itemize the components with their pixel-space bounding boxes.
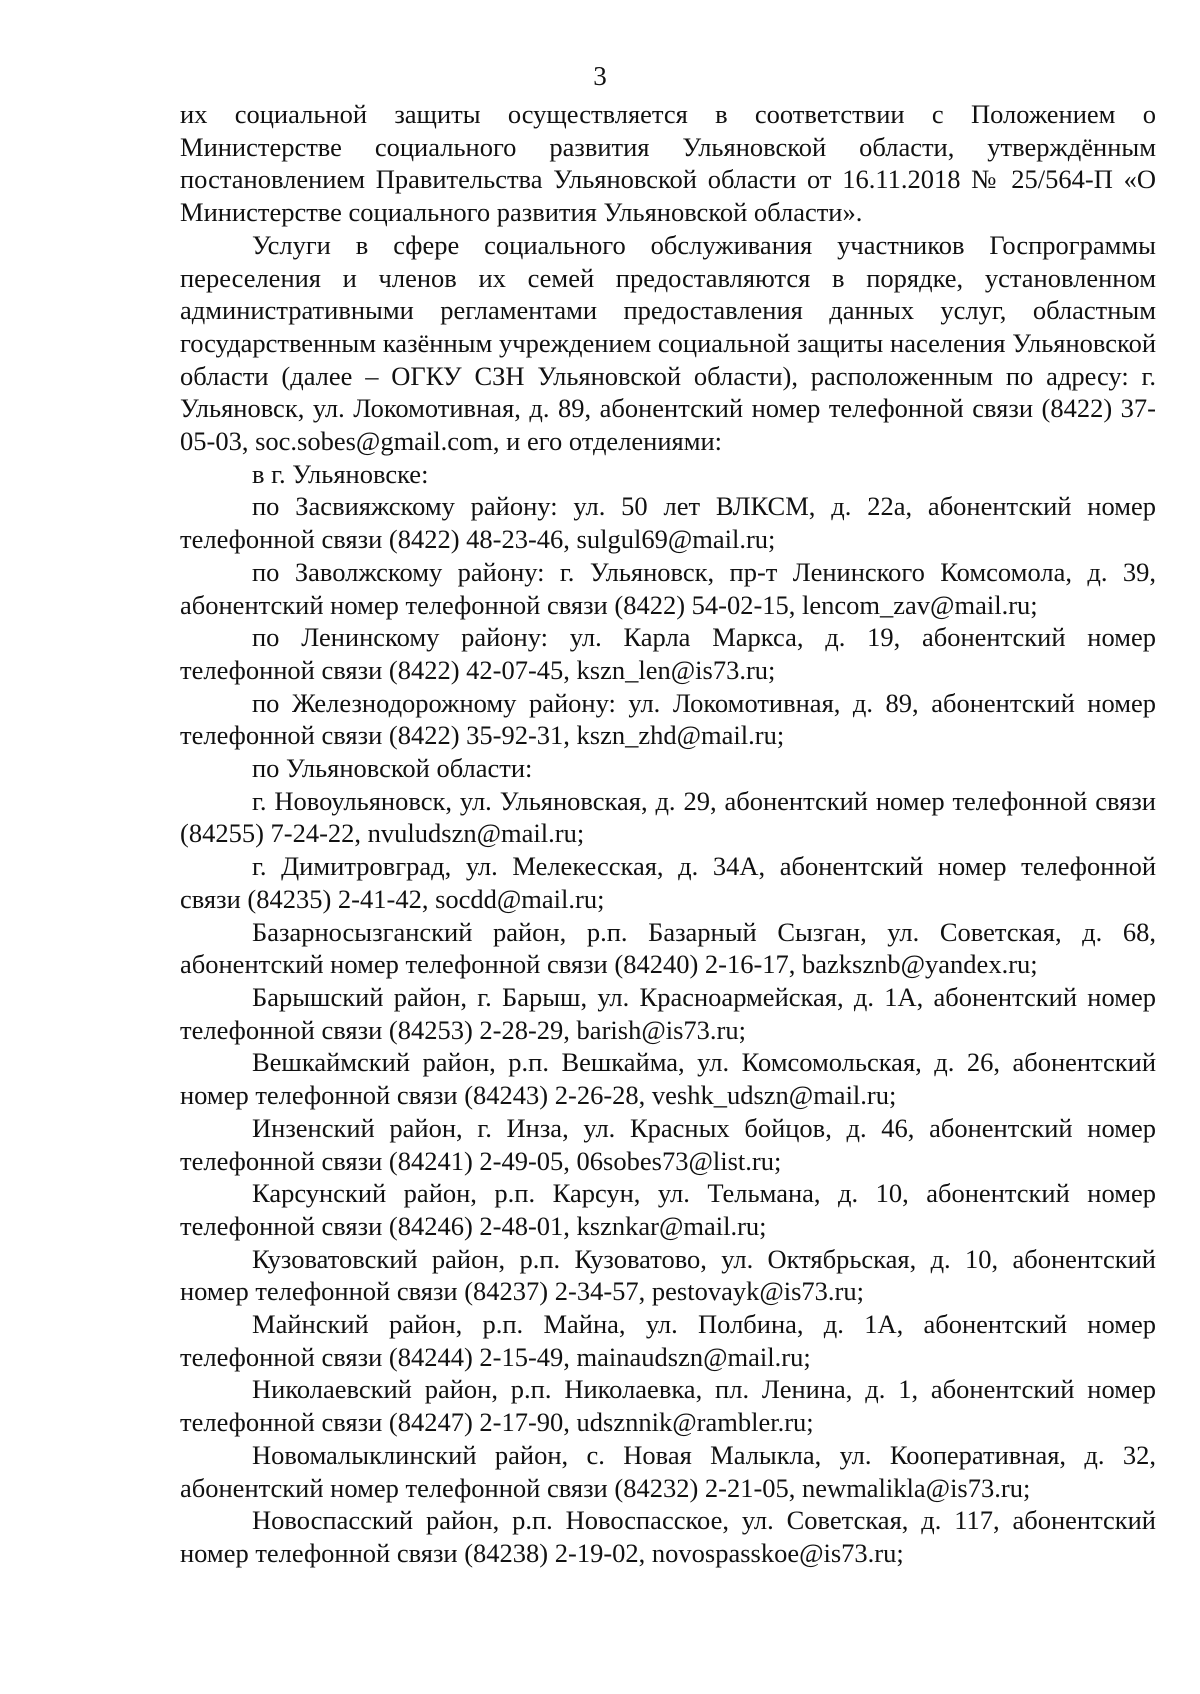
paragraph-baryshsky: Барышский район, г. Барыш, ул. Красноармейская, д. 1А, абонентский номер телефонной связи (84253) 2-28-29, barish@is73.ru; [180, 981, 1156, 1045]
paragraph-kuzovatovsky: Кузоватовский район, р.п. Кузоватово, ул. Октябрьская, д. 10, абонентский номер телефонной связи (84237) 2-34-57, pestovayk@is73.ru; [180, 1243, 1156, 1307]
paragraph-zavolzhsky-district: по Заволжскому району: г. Ульяновск, пр-т Ленинского Комсомола, д. 39, абонентский номер телефонной связи (8422) 54-02-15, lencom_zav@mail.ru; [180, 556, 1156, 620]
paragraph-inzensky: Инзенский район, г. Инза, ул. Красных бойцов, д. 46, абонентский номер телефонной связи (84241) 2-49-05, 06sobes73@list.ru; [180, 1112, 1156, 1176]
paragraph-social-services: Услуги в сфере социального обслуживания участников Госпрограммы переселения и членов их семей предоставляются в порядке, установленном административными регламентами предоставления данных услуг, областным государственным казённым учреждением социальной защиты населения Ульяновской области (далее – ОГКУ СЗН Ульяновской области), расположенным по адресу: г. Ульяновск, ул. Локомотивная, д. 89, абонентский номер телефонной связи (8422) 37-05-03, soc.sobes@gmail.com, и его отделениями: [180, 229, 1156, 457]
paragraph-nikolaevsky: Николаевский район, р.п. Николаевка, пл. Ленина, д. 1, абонентский номер телефонной связи (84247) 2-17-90, udsznnik@rambler.ru; [180, 1374, 1156, 1438]
paragraph-leninsky-district: по Ленинскому району: ул. Карла Маркса, д. 19, абонентский номер телефонной связи (8422) 42-07-45, kszn_len@is73.ru; [180, 622, 1156, 685]
paragraph-dimitrovgrad: г. Димитровград, ул. Мелекесская, д. 34А, абонентский номер телефонной связи (84235) 2-41-42, socdd@mail.ru; [180, 851, 1156, 914]
paragraph-zasviyazhsky-district: по Засвияжскому району: ул. 50 лет ВЛКСМ, д. 22а, абонентский номер телефонной связи (8422) 48-23-46, sulgul69@mail.ru; [180, 491, 1156, 555]
paragraph-karsunsky: Карсунский район, р.п. Карсун, ул. Тельмана, д. 10, абонентский номер телефонной связи (84246) 2-48-01, ksznkar@mail.ru; [180, 1178, 1156, 1241]
paragraph-bazarnosyzgansky: Базарносызганский район, р.п. Базарный Сызган, ул. Советская, д. 68, абонентский номер телефонной связи (84240) 2-16-17, bazksznb@yandex.ru; [180, 916, 1156, 980]
paragraph-novomalyklinsky: Новомалыклинский район, с. Новая Малыкла, ул. Кооперативная, д. 32, абонентский номер телефонной связи (84232) 2-21-05, newmalikla@is73.ru; [180, 1439, 1156, 1503]
paragraph-ulyanovsk-city-heading: в г. Ульяновске: [252, 458, 429, 489]
paragraph-novoulyanovsk: г. Новоульяновск, ул. Ульяновская, д. 29, абонентский номер телефонной связи (84255) 7-24-22, nvuludszn@mail.ru; [180, 785, 1156, 849]
paragraph-mainsky: Майнский район, р.п. Майна, ул. Полбина, д. 1А, абонентский номер телефонной связи (84244) 2-15-49, mainaudszn@mail.ru; [180, 1309, 1156, 1372]
document-body [180, 98, 1156, 1570]
paragraph-novospassky: Новоспасский район, р.п. Новоспасское, ул. Советская, д. 117, абонентский номер телефонной связи (84238) 2-19-02, novospasskoe@is73.ru; [180, 1505, 1156, 1568]
page-number: 3 [593, 61, 607, 91]
paragraph-region-heading: по Ульяновской области: [252, 753, 533, 784]
paragraph-veshkaimsky: Вешкаймский район, р.п. Вешкайма, ул. Комсомольская, д. 26, абонентский номер телефонной связи (84243) 2-26-28, veshk_udszn@mail.ru; [180, 1047, 1156, 1111]
paragraph-regulation-continuation: их социальной защиты осуществляется в соответствии с Положением о Министерстве социального развития Ульяновской области, утверждённым постановлением Правительства Ульяновской области от 16.11.2018 № 25/564-П «О Министерстве социального развития Ульяновской области». [180, 99, 1156, 228]
paragraph-zheleznodorozhny-district: по Железнодорожному району: ул. Локомотивная, д. 89, абонентский номер телефонной связи (8422) 35-92-31, kszn_zhd@mail.ru; [180, 687, 1156, 751]
